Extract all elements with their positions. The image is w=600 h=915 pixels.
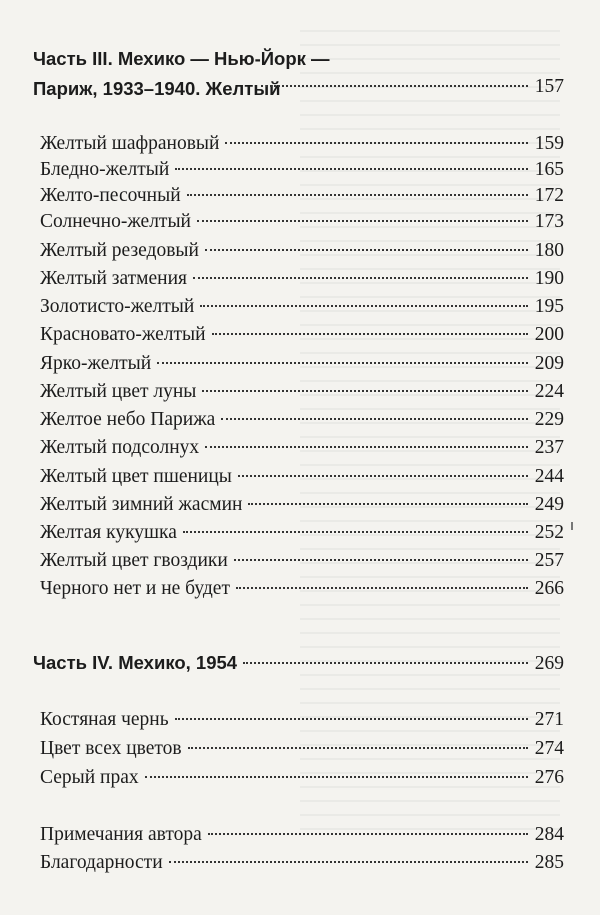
- toc-entry[interactable]: [40, 157, 564, 183]
- dot-leader: [248, 503, 528, 505]
- dot-leader: [234, 559, 528, 561]
- entry-title: Цвет всех цветов: [40, 738, 182, 759]
- entry-page: 180: [534, 240, 564, 261]
- entry-title: Желтая кукушка: [40, 522, 177, 543]
- entry-title: Благодарности: [40, 852, 163, 873]
- dot-leader: [212, 333, 528, 335]
- entry-title: Желтый цвет пшеницы: [40, 466, 232, 487]
- dot-leader: [169, 861, 528, 863]
- entry-title: Примечания автора: [40, 824, 202, 845]
- entry-title: Желтый подсолнух: [40, 437, 200, 458]
- dot-leader: [225, 142, 528, 144]
- entry-page: 165: [534, 159, 564, 180]
- toc-entry[interactable]: [40, 238, 564, 264]
- entry-page: 244: [534, 466, 564, 487]
- dot-leader: [183, 531, 528, 533]
- dot-leader: [157, 362, 528, 364]
- dot-leader: [145, 776, 528, 778]
- toc-entry[interactable]: [40, 379, 564, 405]
- dot-leader: [221, 418, 528, 420]
- dot-leader: [197, 220, 528, 222]
- entry-page: 229: [534, 409, 564, 430]
- entry-title: Желтый зимний жасмин: [40, 494, 243, 515]
- toc-entry-notes[interactable]: [40, 822, 564, 848]
- entry-title: Желтый резедовый: [40, 240, 199, 261]
- toc-entry[interactable]: [40, 576, 564, 602]
- entry-page: 276: [534, 767, 564, 788]
- toc-entry-acknowledgements[interactable]: [40, 850, 564, 876]
- entry-page: 209: [534, 353, 564, 374]
- dot-leader: [238, 475, 528, 477]
- dot-leader: [236, 587, 528, 589]
- toc-entry[interactable]: [40, 707, 564, 733]
- entry-title: Золотисто-желтый: [40, 296, 195, 317]
- toc-entry[interactable]: [40, 548, 564, 574]
- dot-leader: [193, 277, 528, 279]
- part4-page: 269: [534, 653, 564, 674]
- entry-title: Красновато-желтый: [40, 324, 206, 345]
- part3-title-line2: Париж, 1933–1940. Желтый: [33, 78, 281, 99]
- toc-entry[interactable]: [40, 407, 564, 433]
- entry-page: 195: [534, 296, 564, 317]
- dot-leader: [261, 85, 528, 87]
- entry-page: 284: [534, 824, 564, 845]
- part3-title-line1: Часть III. Мехико — Нью-Йорк —: [33, 48, 330, 69]
- toc-entry[interactable]: [40, 765, 564, 791]
- entry-title: Костяная чернь: [40, 709, 169, 730]
- part3-page: 157: [534, 76, 564, 97]
- toc-entry[interactable]: [40, 492, 564, 518]
- entry-page: 274: [534, 738, 564, 759]
- entry-page: 173: [534, 211, 564, 232]
- entry-page: 237: [534, 437, 564, 458]
- entry-page: 224: [534, 381, 564, 402]
- toc-entry[interactable]: [40, 464, 564, 490]
- toc-entry[interactable]: [40, 520, 564, 546]
- dot-leader: [205, 446, 528, 448]
- dot-leader: [188, 747, 528, 749]
- entry-title: Ярко-желтый: [40, 353, 152, 374]
- entry-title: Черного нет и не будет: [40, 578, 230, 599]
- entry-title: Желтый цвет гвоздики: [40, 550, 228, 571]
- entry-page: 285: [534, 852, 564, 873]
- entry-title: Солнечно-желтый: [40, 211, 191, 232]
- dot-leader: [205, 249, 528, 251]
- entry-page: 271: [534, 709, 564, 730]
- toc-entry[interactable]: [40, 209, 564, 235]
- toc-entry[interactable]: [40, 736, 564, 762]
- dot-leader: [175, 718, 528, 720]
- entry-title: Желто-песочный: [40, 185, 181, 206]
- dot-leader: [175, 168, 528, 170]
- dot-leader: [208, 833, 528, 835]
- entry-page: 266: [534, 578, 564, 599]
- dot-leader: [243, 662, 528, 664]
- part4-heading[interactable]: [33, 650, 564, 676]
- margin-mark: [571, 522, 573, 530]
- entry-page: 200: [534, 324, 564, 345]
- entry-page: 249: [534, 494, 564, 515]
- dot-leader: [202, 390, 528, 392]
- part3-page-row: [255, 74, 564, 100]
- toc-entry[interactable]: [40, 435, 564, 461]
- entry-page: 190: [534, 268, 564, 289]
- entry-page: 172: [534, 185, 564, 206]
- dot-leader: [187, 194, 528, 196]
- part4-title: Часть IV. Мехико, 1954: [33, 652, 238, 673]
- entry-title: Желтое небо Парижа: [40, 409, 216, 430]
- entry-title: Желтый шафрановый: [40, 133, 220, 154]
- toc-entry[interactable]: [40, 131, 564, 157]
- entry-title: Желтый затмения: [40, 268, 188, 289]
- dot-leader: [200, 305, 528, 307]
- toc-entry[interactable]: [40, 183, 564, 209]
- entry-title: Желтый цвет луны: [40, 381, 197, 402]
- entry-page: 257: [534, 550, 564, 571]
- toc-entry[interactable]: [40, 266, 564, 292]
- entry-title: Серый прах: [40, 767, 139, 788]
- toc-entry[interactable]: [40, 294, 564, 320]
- entry-page: 252: [534, 522, 564, 543]
- entry-page: 159: [534, 133, 564, 154]
- toc-entry[interactable]: [40, 322, 564, 348]
- entry-title: Бледно-желтый: [40, 159, 170, 180]
- toc-entry[interactable]: [40, 351, 564, 377]
